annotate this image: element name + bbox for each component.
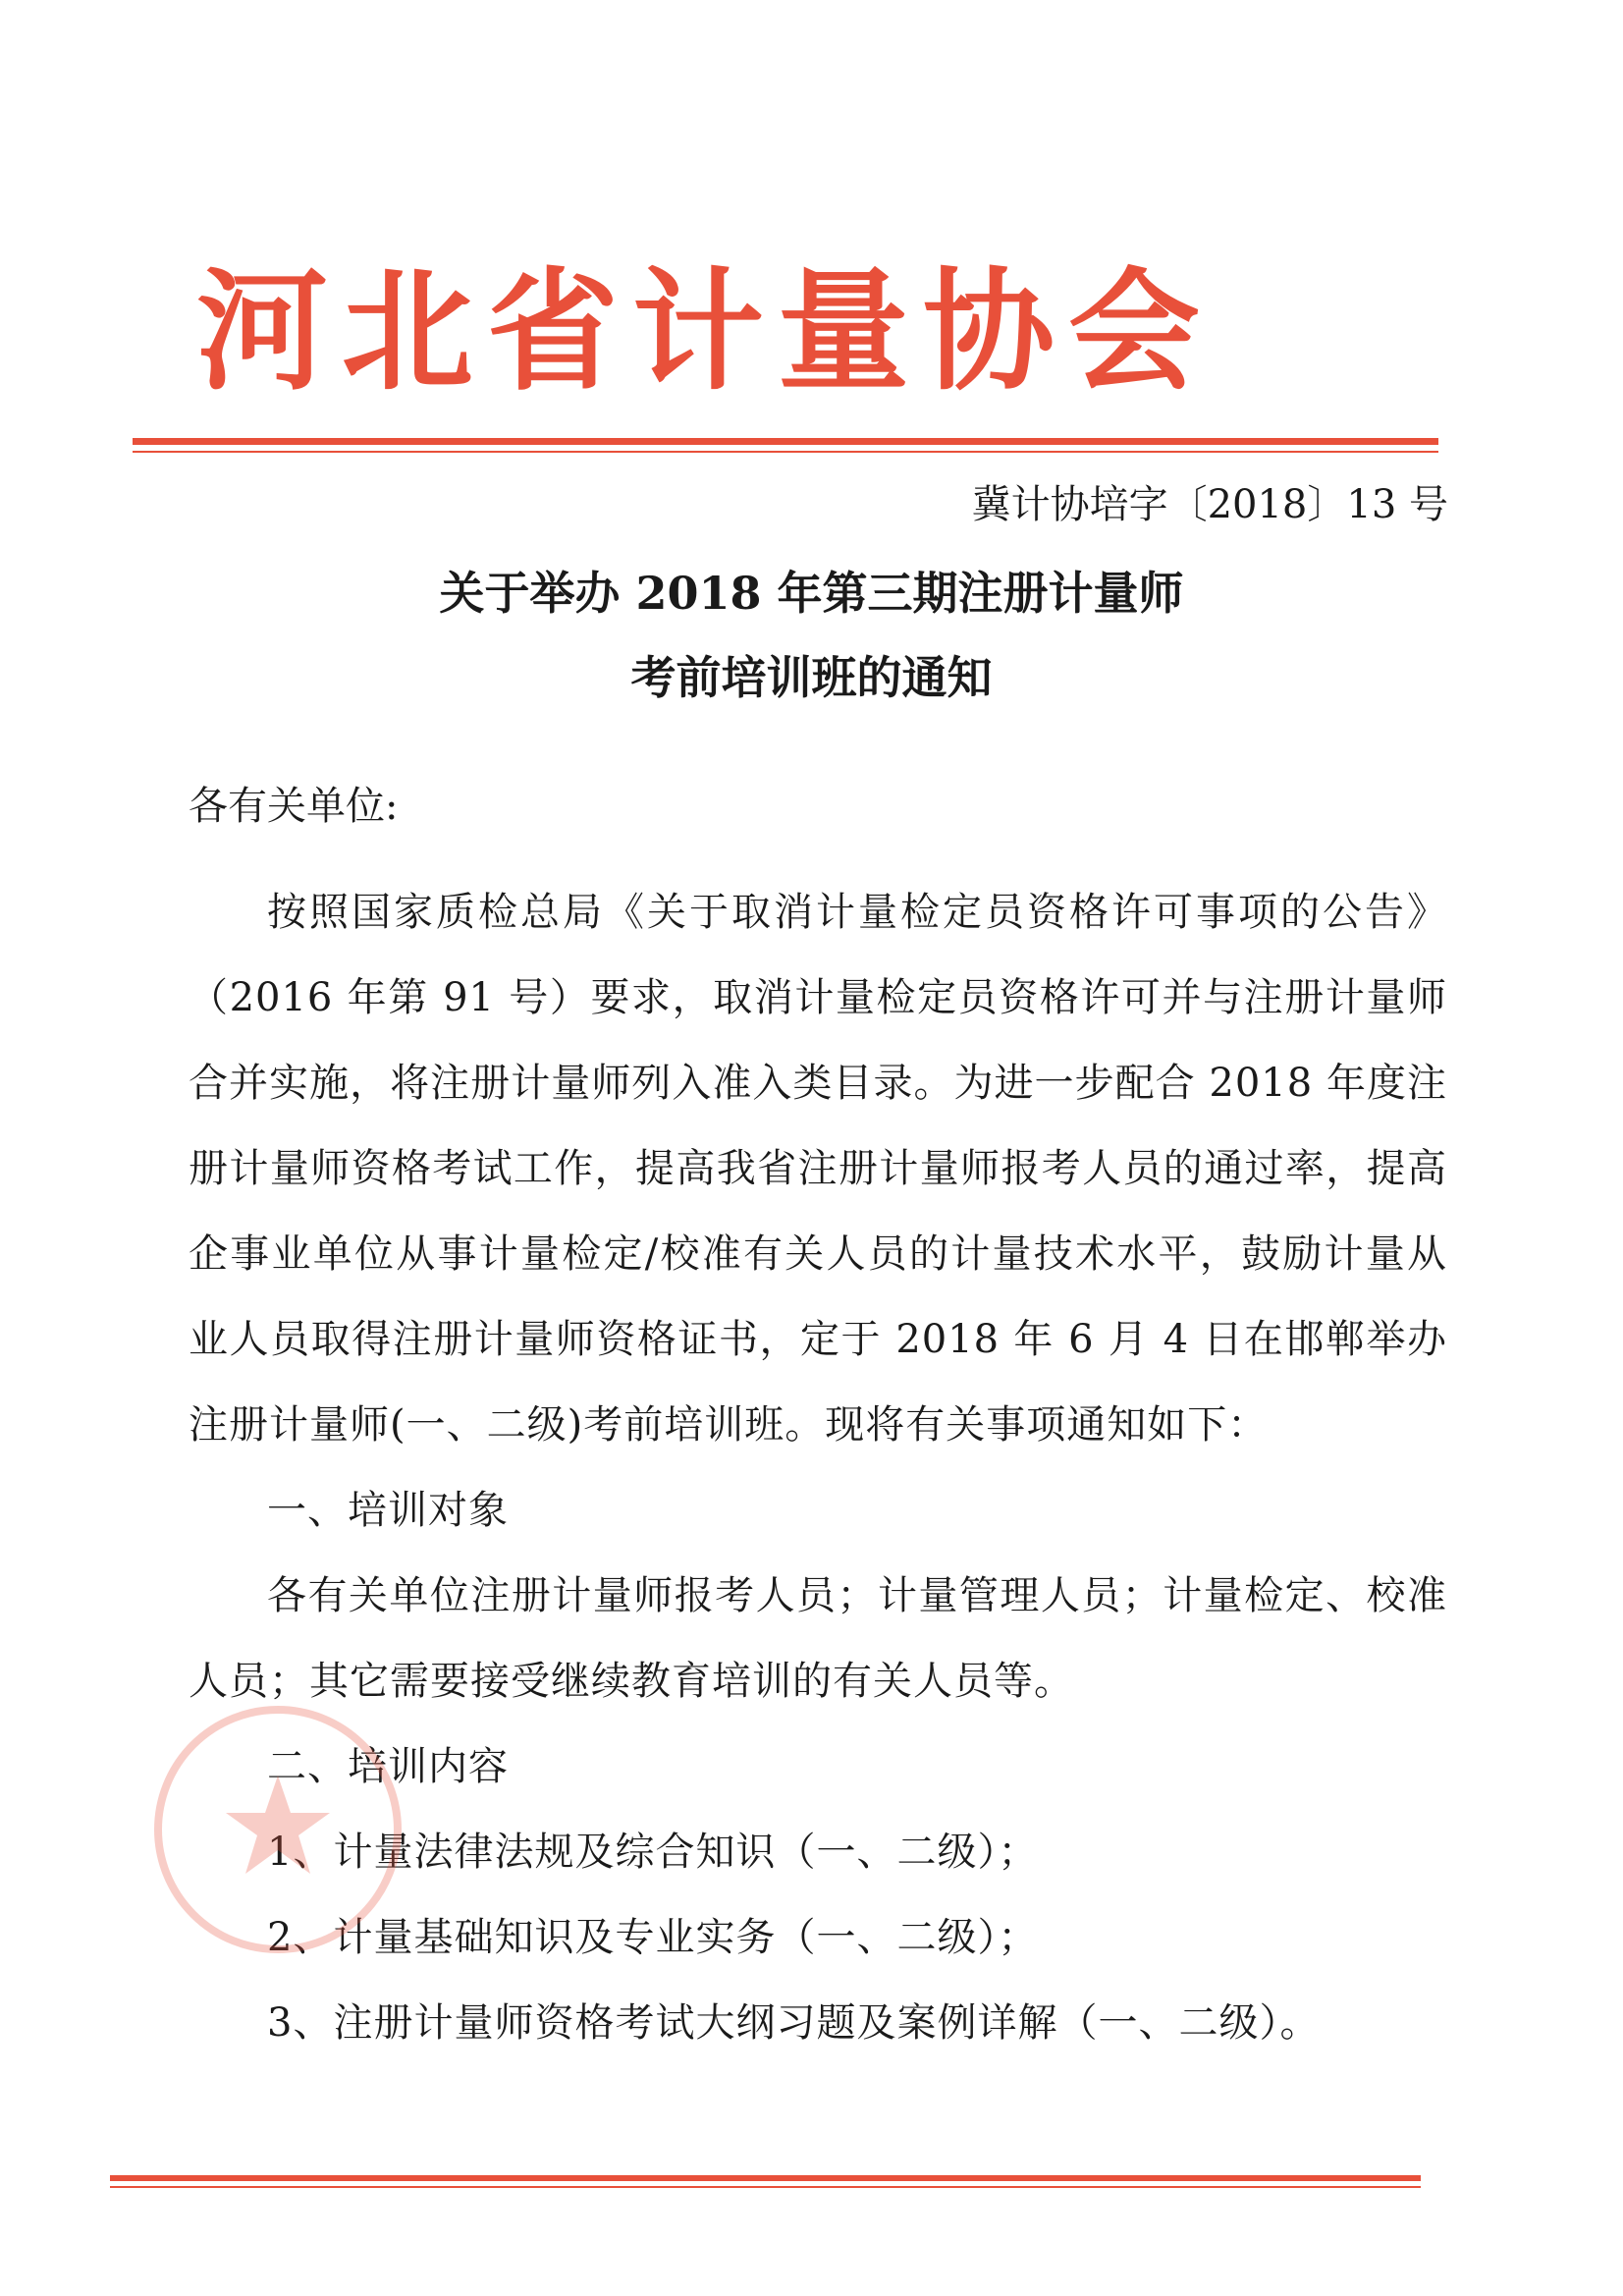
footer-rule-thick bbox=[110, 2175, 1421, 2181]
org-masthead: 河北省计量协会 bbox=[196, 255, 1215, 409]
official-seal-stamp bbox=[145, 1697, 410, 1962]
section-1-text: 各有关单位注册计量师报考人员；计量管理人员；计量检定、校准人员；其它需要接受继续教育培训的有关人员等。 bbox=[189, 1573, 1447, 1704]
section-2-item-3: 3、注册计量师资格考试大纲习题及案例详解（一、二级）。 bbox=[267, 2000, 1321, 2046]
section-2-item-2: 2、计量基础知识及专业实务（一、二级）； bbox=[267, 1915, 1039, 1960]
document-number: 冀计协培字〔2018〕13 号 bbox=[971, 482, 1448, 527]
section-2-heading: 二、培训内容 bbox=[267, 1744, 509, 1789]
salutation: 各有关单位: bbox=[189, 784, 399, 829]
section-2-item-1: 1、计量法律法规及综合知识（一、二级）； bbox=[267, 1830, 1039, 1875]
header-rule-thin bbox=[133, 451, 1438, 453]
title-line-1: 关于举办 2018 年第三期注册计量师 bbox=[439, 567, 1184, 620]
header-rule-thick bbox=[133, 438, 1438, 445]
section-1-heading: 一、培训对象 bbox=[267, 1488, 509, 1533]
intro-paragraph: 按照国家质检总局《关于取消计量检定员资格许可事项的公告》（2016 年第 91 号）要求，取消计量检定员资格许可并与注册计量师合并实施，将注册计量师列入准入类目录。为进一步配合 2018 年度注册计量师资格考试工作，提高我省注册计量师报考人员的通过率，提高企事业单位从事计量检定/校准有关人员的计量技术水平，鼓励计量从业人员取得注册计量师资格证书，定于 2018 年 6 月 4 日在邯郸举办注册计量师(一、二级)考前培训班。现将有关事项通知如下： bbox=[189, 890, 1447, 1448]
title-line-2: 考前培训班的通知 bbox=[630, 651, 993, 704]
footer-rule-thin bbox=[110, 2186, 1421, 2188]
